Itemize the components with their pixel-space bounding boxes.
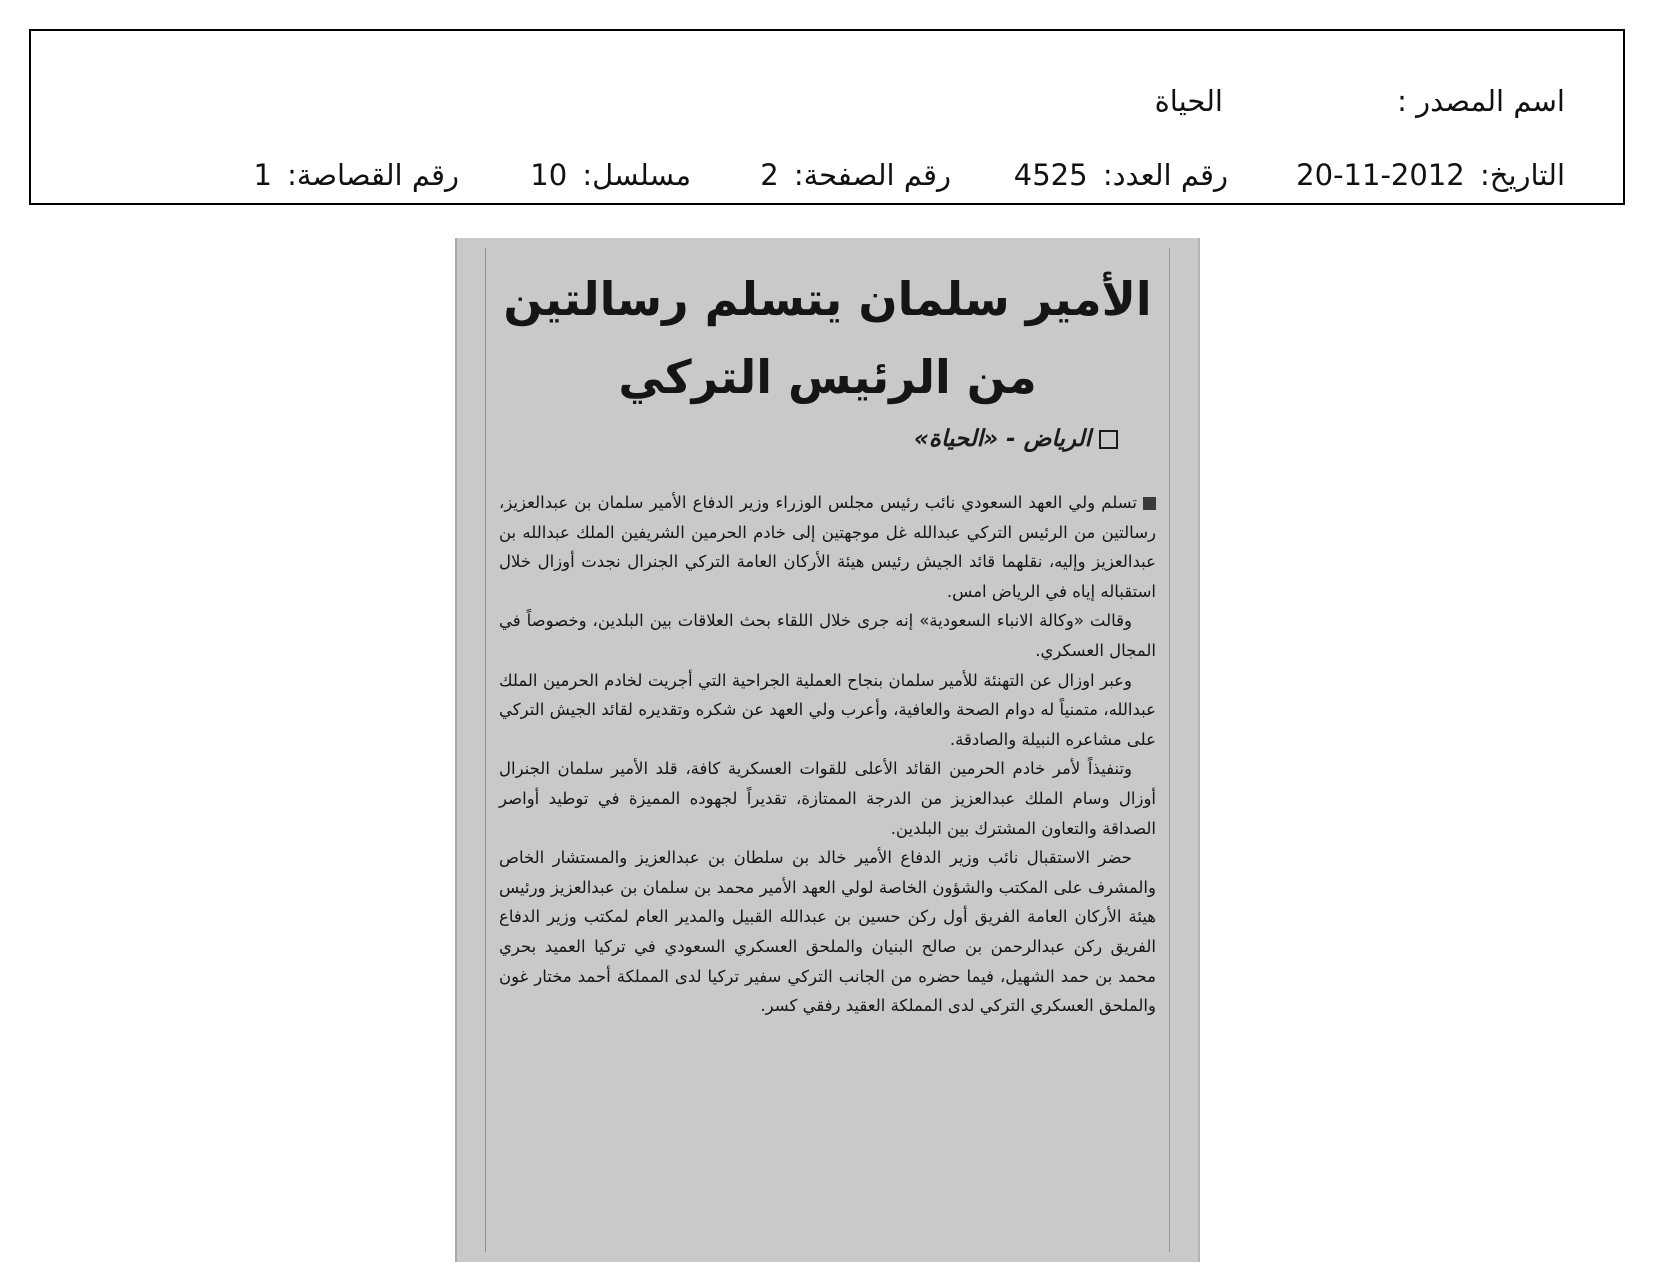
clip-value: 1 (253, 158, 272, 192)
issue-label: رقم العدد: (1102, 158, 1228, 192)
issue-value: 4525 (1013, 158, 1088, 192)
clipping-metadata-box (29, 29, 1625, 205)
page-value: 2 (760, 158, 779, 192)
date-field (1296, 155, 1565, 195)
article-paragraph-4: وتنفيذاً لأمر خادم الحرمين القائد الأعلى للقوات العسكرية كافة، قلد الأمير سلمان الجنرال أوزال وسام الملك عبدالعزيز من الدرجة الممتازة، تقديراً لجهوده المميزة في توطيد أواصر الصداقة والتعاون المشترك بين البلدين. (499, 759, 1156, 838)
article-dateline (914, 426, 1118, 452)
page-field (760, 155, 951, 195)
article-headline (457, 260, 1198, 416)
serial-field (530, 155, 691, 195)
article-paragraph-5: حضر الاستقبال نائب وزير الدفاع الأمير خالد بن سلطان بن عبدالعزيز والمستشار الخاص والمشرف على المكتب والشؤون الخاصة لولي العهد الأمير محمد بن سلمان بن عبدالعزيز ورئيس هيئة الأركان العامة الفريق أول ركن حسين بن عبدالله القبيل والمدير العام لمكتب وزير الدفاع الفريق ركن عبدالرحمن بن صالح البنيان والملحق العسكري السعودي في تركيا العميد بحري محمد بن حمد الشهيل، فيما حضره من الجانب التركي سفير تركيا لدى المملكة أحمد مختار غون والملحق العسكري التركي لدى المملكة العقيد رفقي كسر. (499, 848, 1156, 1016)
issue-field (1014, 155, 1228, 195)
page-label: رقم الصفحة: (793, 158, 951, 192)
clip-field (253, 155, 459, 195)
headline-line-1: الأمير سلمان يتسلم رسالتين (503, 272, 1152, 326)
clip-label: رقم القصاصة: (287, 158, 459, 192)
date-label: التاريخ: (1479, 158, 1565, 192)
headline-line-2: من الرئيس التركي (618, 350, 1037, 404)
square-icon (1099, 430, 1118, 449)
article-paragraph-1 (499, 488, 1156, 606)
article-paragraph-3: وعبر اوزال عن التهنئة للأمير سلمان بنجاح العملية الجراحية التي أجريت لخادم الحرمين الملك عبدالله، متمنياً له دوام الصحة والعافية، وأعرب ولي العهد عن شكره وتقديره لقائد الجيش التركي على مشاعره النبيلة والصادقة. (499, 670, 1156, 749)
source-value: الحياة (1154, 84, 1223, 118)
serial-label: مسلسل: (582, 158, 691, 192)
square-bullet-icon (1143, 497, 1156, 510)
dateline-text: الرياض - «الحياة» (913, 426, 1091, 452)
article-paragraph-2: وقالت «وكالة الانباء السعودية» إنه جرى خلال اللقاء بحث العلاقات بين البلدين، وخصوصاً في المجال العسكري. (499, 611, 1156, 660)
newspaper-clipping (455, 238, 1200, 1262)
date-value: 2012-11-20 (1296, 158, 1465, 192)
paragraph-text: تسلم ولي العهد السعودي نائب رئيس مجلس الوزراء وزير الدفاع الأمير سلمان بن عبدالعزيز، رسالتين من الرئيس التركي عبدالله غل موجهتين إلى خادم الحرمين الشريفين الملك عبدالله بن عبدالعزيز وإليه، نقلهما قائد الجيش رئيس هيئة الأركان العامة التركي الجنرال نجدت أوزال خلال استقباله إياه في الرياض امس. (499, 493, 1156, 601)
article-body (499, 488, 1156, 1021)
source-label: اسم المصدر : (1397, 84, 1565, 118)
serial-value: 10 (530, 158, 568, 192)
